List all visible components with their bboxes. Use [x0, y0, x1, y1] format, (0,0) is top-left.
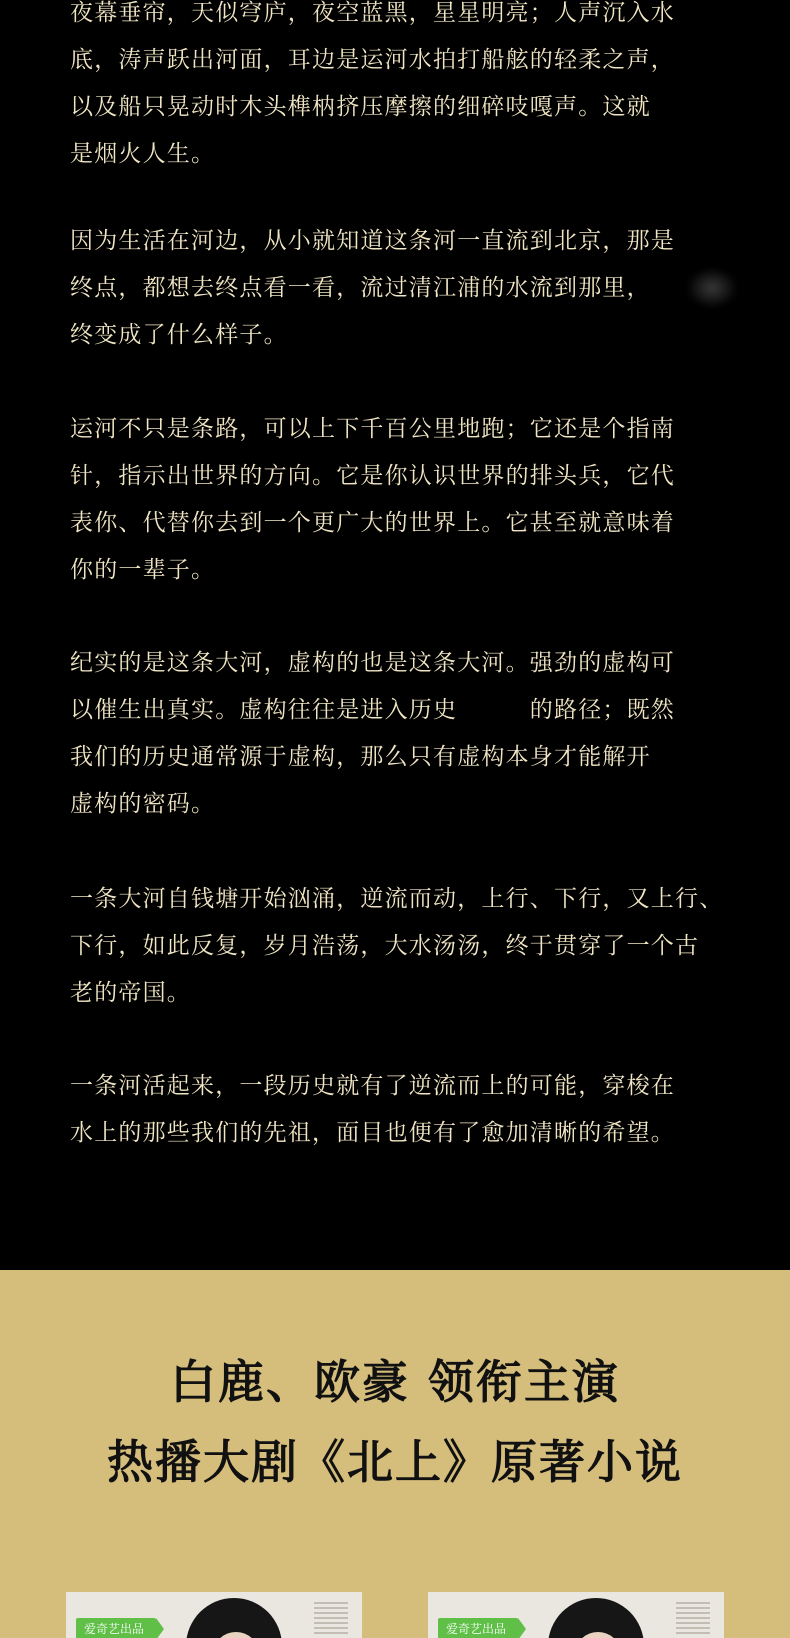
- promo-title-cast: 白鹿、欧豪 领衔主演: [169, 1355, 620, 1409]
- text-line: 表你、代替你去到一个更广大的世界上。它甚至就意味着: [70, 510, 675, 536]
- paragraph-river-to-beijing: [70, 218, 730, 359]
- text-line: 终变成了什么样子。: [70, 322, 288, 348]
- text-line: 我们的历史通常源于虚构，那么只有虚构本身才能解开: [70, 744, 651, 770]
- iqiyi-badge: 爱奇艺出品: [438, 1618, 518, 1638]
- iqiyi-badge: 爱奇艺出品: [76, 1618, 156, 1638]
- paragraph-night-scene: [70, 0, 730, 178]
- text-line: 下行，如此反复，岁月浩荡，大水汤汤，终于贯穿了一个古: [70, 933, 700, 959]
- paragraph-fiction-and-truth: [70, 640, 730, 828]
- text-line: 底，涛声跃出河面，耳边是运河水拍打船舷的轻柔之声，: [70, 47, 675, 73]
- poster-fine-print: [676, 1600, 710, 1634]
- text-line: 针，指示出世界的方向。它是你认识世界的排头兵，它代: [70, 463, 675, 489]
- text-line: 运河不只是条路，可以上下千百公里地跑；它还是个指南: [70, 416, 675, 442]
- promo-title-novel: 热播大剧《北上》原著小说: [107, 1435, 683, 1489]
- text-line: 一条大河自钱塘开始汹涌，逆流而动，上行、下行，又上行、: [70, 886, 724, 912]
- text-line: 老的帝国。: [70, 980, 191, 1006]
- text-line: 水上的那些我们的先祖，面目也便有了愈加清晰的希望。: [70, 1120, 675, 1146]
- text-line: 纪实的是这条大河，虚构的也是这条大河。强劲的虚构可: [70, 650, 675, 676]
- text-line: 是烟火人生。: [70, 141, 216, 167]
- poster-actor-left[interactable]: [66, 1592, 362, 1638]
- text-line: 夜幕垂帘，天似穹庐，夜空蓝黑，星星明亮；人声沉入水: [70, 0, 675, 26]
- paragraph-canal-compass: [70, 406, 730, 594]
- promo-section: [0, 1270, 790, 1638]
- text-line: 一条河活起来，一段历史就有了逆流而上的可能，穿梭在: [70, 1073, 675, 1099]
- text-line: 以催生出真实。虚构往往是进入历史 的路径；既然: [70, 697, 675, 723]
- image-artifact: [686, 268, 738, 308]
- text-line: 以及船只晃动时木头榫枘挤压摩擦的细碎吱嘎声。这就: [70, 94, 651, 120]
- poster-fine-print: [314, 1600, 348, 1634]
- text-line: 你的一辈子。: [70, 557, 216, 583]
- poster-actor-right[interactable]: [428, 1592, 724, 1638]
- paragraph-river-alive: [70, 1063, 730, 1157]
- text-line: 终点，都想去终点看一看，流过清江浦的水流到那里，: [70, 275, 651, 301]
- text-line: 因为生活在河边，从小就知道这条河一直流到北京，那是: [70, 228, 675, 254]
- paragraph-great-river: [70, 876, 730, 1017]
- text-line: 虚构的密码。: [70, 791, 216, 817]
